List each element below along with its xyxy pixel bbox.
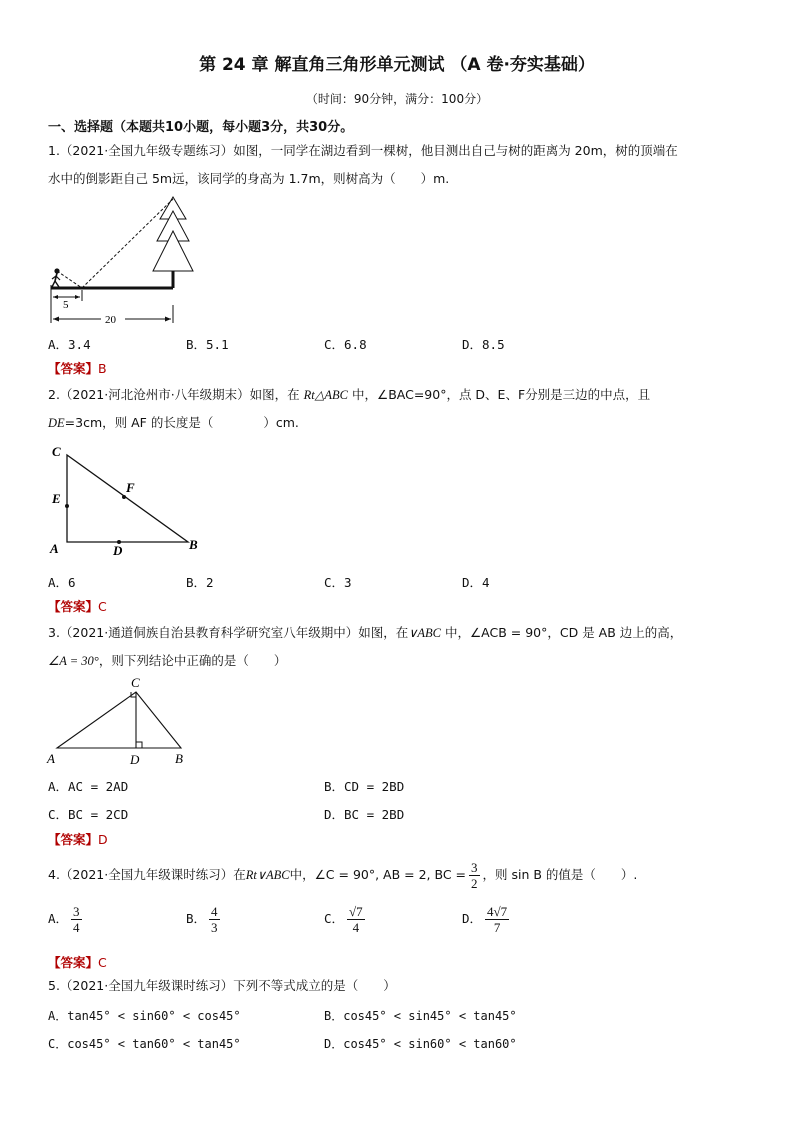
q5-option-c: C．cos45° < tan60° < tan45° xyxy=(48,1037,241,1051)
q1-option-c: C．6.8 xyxy=(324,337,367,352)
question-3-figure xyxy=(45,675,195,770)
q2-option-b: B．2 xyxy=(186,575,214,590)
right-angle-d xyxy=(136,742,142,748)
question-1-line-1: 1.（2021·全国九年级专题练习）如图，一同学在湖边看到一棵树，他目测出自己与树的距离为 20m，树的顶端在 xyxy=(48,143,678,158)
svg-text:A: A xyxy=(50,541,59,556)
person-icon xyxy=(52,268,60,287)
q3-option-c: C．BC = 2CD xyxy=(48,807,129,822)
q4-option-c: C． $\frac{√7}{4}$ xyxy=(324,904,363,935)
svg-text:E: E xyxy=(52,491,61,506)
q3-option-d: D．BC = 2BD xyxy=(324,807,405,822)
label-5: 5 xyxy=(63,299,69,311)
question-3-line-1: 3.（2021·通道侗族自治县教育科学研究室八年级期中）如图，在∨ABC 中，∠ACB = 90°，CD 是 AB 边上的高， xyxy=(48,625,683,640)
svg-text:D: D xyxy=(130,752,140,767)
svg-text:B: B xyxy=(175,751,183,766)
q2-option-d: D．4 xyxy=(462,575,490,590)
q5-option-b: B．cos45° < sin45° < tan45° xyxy=(324,1009,517,1023)
q4-option-d: D． $\frac{4√7}{7}$ xyxy=(462,904,508,935)
svg-text:C: C xyxy=(131,675,140,690)
reflection-line xyxy=(82,199,173,288)
point-f xyxy=(122,495,126,499)
svg-text:A: A xyxy=(47,751,55,766)
question-2-line-1: 2.（2021·河北沧州市·八年级期末）如图，在 Rt△ABC 中，∠BAC=90°，点 D、E、F分别是三边的中点，且 xyxy=(48,387,651,402)
triangle-abc xyxy=(67,455,188,542)
question-2-line-2: DE=3cm，则 AF 的长度是（ ）cm. xyxy=(48,415,299,430)
point-e xyxy=(65,504,69,508)
sight-line xyxy=(57,271,82,288)
question-1-line-2: 水中的倒影距自己 5m远，该同学的身高为 1.7m，则树高为（ ）m. xyxy=(48,171,450,186)
question-1-figure xyxy=(45,195,195,327)
q2-option-c: C．3 xyxy=(324,575,352,590)
q5-option-d: D．cos45° < sin60° < tan60° xyxy=(324,1037,517,1051)
q1-option-b: B．5.1 xyxy=(186,337,229,352)
svg-text:C: C xyxy=(52,444,61,459)
bc-fraction: $\frac{3}{2}$ xyxy=(471,860,478,891)
q3-option-a: A．AC = 2AD xyxy=(48,779,129,794)
section-heading: 一、选择题（本题共10小题，每小题3分，共30分。 xyxy=(48,120,354,135)
svg-text:D: D xyxy=(113,543,123,558)
label-20: 20 xyxy=(105,314,116,326)
svg-text:F: F xyxy=(126,480,135,495)
q2-option-a: A．6 xyxy=(48,575,76,590)
q4-answer: 【答案】C xyxy=(48,955,107,970)
triangle-abc xyxy=(57,692,181,748)
q1-option-d: D．8.5 xyxy=(462,337,505,352)
question-4-stem: 4.（2021·全国九年级课时练习）在Rt∨ABC中，∠C = 90°, AB = 2, BC = $\frac{3}{2}$ ，则 sin B 的值是（ ）. xyxy=(48,860,638,891)
q5-option-a: A．tan45° < sin60° < cos45° xyxy=(48,1009,241,1023)
exam-info: （时间：90分钟，满分：100分） xyxy=(305,92,489,106)
q3-answer: 【答案】D xyxy=(48,832,108,847)
q1-option-a: A．3.4 xyxy=(48,337,91,352)
question-2-figure xyxy=(45,440,215,564)
question-5-stem: 5.（2021·全国九年级课时练习）下列不等式成立的是（ ） xyxy=(48,978,396,993)
q3-option-b: B．CD = 2BD xyxy=(324,779,405,794)
q4-option-a: A． $\frac{3}{4}$ xyxy=(48,904,80,935)
q1-answer: 【答案】B xyxy=(48,361,107,376)
question-3-line-2: ∠A = 30°，则下列结论中正确的是（ ） xyxy=(48,653,287,668)
q4-option-b: B． $\frac{4}{3}$ xyxy=(186,904,218,935)
svg-text:B: B xyxy=(189,537,198,552)
page-title: 第 24 章 解直角三角形单元测试 （A 卷·夯实基础） xyxy=(199,55,595,75)
q2-answer: 【答案】C xyxy=(48,599,107,614)
